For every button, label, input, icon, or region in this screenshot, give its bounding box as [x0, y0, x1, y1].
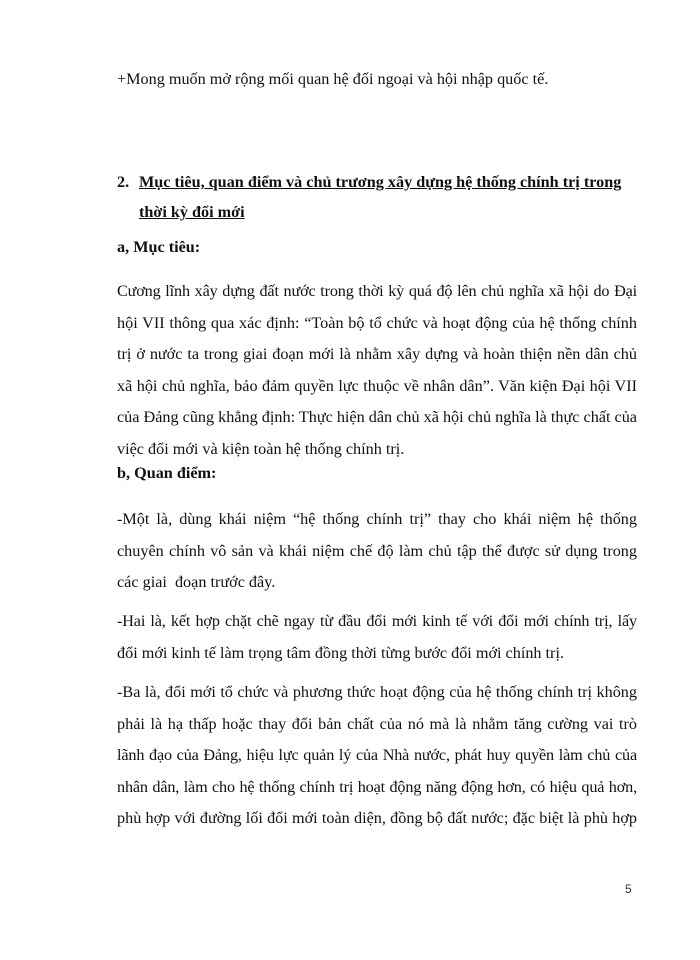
subsection-a-paragraph — [117, 276, 637, 465]
point-line: -Một là, dùng khái niệm “hệ thống chính trị” thay cho khái niệm hệ thống — [117, 510, 637, 528]
point-line: -Ba là, đổi mới tổ chức và phương thức hoạt động của hệ thống chính trị không — [117, 683, 637, 701]
point-line: nhân dân, làm cho hệ thống chính trị hoạt động năng động hơn, có hiệu quả hơn, — [117, 777, 637, 796]
point-line: phù hợp với đường lối đổi mới toàn diện, đồng bộ đất nước; đặc biệt là phù hợp — [117, 809, 637, 827]
point-line: chuyên chính vô sản và khái niệm chế độ làm chủ tập thể được sử dụng trong — [117, 541, 637, 560]
paragraph-line: xã hội chủ nghĩa, bảo đảm quyền lực thuộc về nhân dân”. Văn kiện Đại hội VII — [117, 376, 637, 395]
point-line: phải là hạ thấp hoặc thay đổi bản chất của nó mà là nhằm tăng cường vai trò — [117, 714, 637, 733]
paragraph-line: trị ở nước ta trong giai đoạn mới là nhằm xây dựng và hoàn thiện nền dân chủ — [117, 345, 637, 363]
point-line: lãnh đạo của Đảng, hiệu lực quản lý của Nhà nước, phát huy quyền làm chủ của — [117, 746, 637, 764]
paragraph-line: việc đổi mới và kiện toàn hệ thống chính trị. — [117, 439, 405, 458]
point-line: đổi mới kinh tế làm trọng tâm đồng thời từng bước đổi mới chính trị. — [117, 643, 564, 662]
section-title — [117, 168, 637, 226]
page-number: 5 — [625, 882, 632, 896]
intro-line — [117, 64, 637, 96]
section-title-line-1: Mục tiêu, quan điểm và chủ trương xây dựng hệ thống chính trị trong — [139, 173, 622, 191]
section-title-line-2: thời kỳ đổi mới — [139, 203, 245, 221]
paragraph-line: hội VII thông qua xác định: “Toàn bộ tổ chức và hoạt động của hệ thống chính — [117, 313, 637, 332]
subsection-a-heading: a, Mục tiêu: — [117, 238, 201, 256]
paragraph-line: Cương lĩnh xây dựng đất nước trong thời kỳ quá độ lên chủ nghĩa xã hội do Đại — [117, 282, 637, 300]
point-three — [117, 677, 637, 835]
subsection-b-heading: b, Quan điểm: — [117, 464, 217, 482]
point-one — [117, 504, 637, 599]
paragraph-line: của Đảng cũng khẳng định: Thực hiện dân chủ xã hội chủ nghĩa là thực chất của — [117, 408, 637, 426]
section-number: 2. — [117, 173, 130, 191]
point-two — [117, 606, 637, 669]
section-heading — [117, 168, 637, 226]
intro-line-text: +Mong muốn mở rộng mối quan hệ đối ngoại và hội nhập quốc tế. — [117, 70, 549, 88]
point-line: các giai đoạn trước đây. — [117, 573, 276, 591]
point-line: -Hai là, kết hợp chặt chẽ ngay từ đầu đổi mới kinh tế với đổi mới chính trị, lấy — [117, 612, 637, 630]
